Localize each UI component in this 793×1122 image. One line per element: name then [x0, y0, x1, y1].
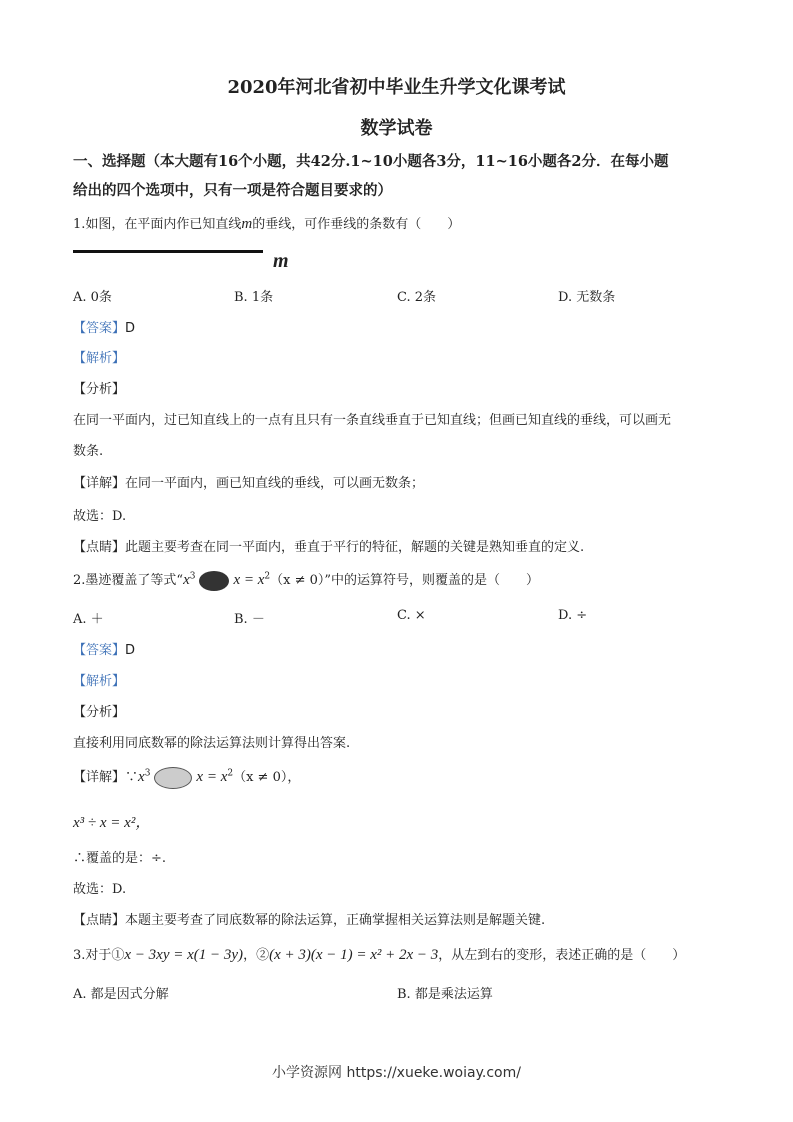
q2-jiexi: 【解析】	[73, 674, 126, 689]
q1-analysis-1: 在同一平面内，过已知直线上的一点有且只有一条直线垂直于已知直线；但画已知直线的垂线，可以画无	[73, 413, 672, 428]
q1-fenxi: 【分析】	[73, 382, 126, 397]
q2-answer	[73, 639, 135, 658]
q1-answer	[73, 317, 135, 336]
q1-stem-a: 1.如图，在平面内作已知直线	[73, 217, 242, 232]
q2-exp2: 2	[227, 768, 234, 779]
q2-fenxi: 【分析】	[73, 705, 126, 720]
q2-exp2: 2	[264, 571, 271, 582]
q2-x: x	[138, 769, 145, 785]
q1-option-b: B. 1条	[234, 290, 274, 305]
page-title: 2020年河北省初中毕业生升学文化课考试	[227, 77, 566, 98]
q2-cond: （x ≠ 0）	[270, 573, 325, 588]
answer-tag: 【答案】	[73, 643, 126, 658]
q3-expr1: x − 3xy = x(1 − 3y)	[124, 947, 244, 963]
answer-value: D	[125, 321, 136, 336]
q3-expr2: (x + 3)(x − 1) = x² + 2x − 3	[269, 947, 439, 963]
q3-stem-b: ，从左到右的变形，表述正确的是（ ）	[438, 948, 686, 963]
footer-watermark: 小学资源网 https://xueke.woiay.com/	[272, 1065, 521, 1081]
q1-analysis-2: 数条.	[73, 444, 104, 459]
q2-stem-a: 2.墨迹覆盖了等式“	[73, 573, 184, 588]
q1-stem	[73, 213, 460, 233]
line-m-figure	[73, 250, 263, 253]
q2-exp3: 3	[189, 571, 196, 582]
q2-mid: x = x	[233, 572, 265, 588]
q2-analysis: 直接利用同底数幂的除法运算法则计算得出答案.	[73, 736, 351, 751]
q2-detail-cond: （x ≠ 0），	[233, 770, 301, 785]
q1-jiexi: 【解析】	[73, 351, 126, 366]
q2-x: x	[183, 572, 190, 588]
q3-stem	[73, 944, 685, 964]
q2-stem-b: ”中的运算符号，则覆盖的是（ ）	[324, 573, 540, 588]
q2-exp3: 3	[144, 768, 151, 779]
q2-line2: x³ ÷ x = x²，	[73, 815, 151, 831]
q1-var: m	[241, 216, 253, 232]
oval-shape	[154, 767, 192, 789]
q2-choose: 故选：D.	[73, 882, 127, 897]
ink-blot-image	[199, 571, 229, 591]
q3-option-b: B. 都是乘法运算	[397, 987, 493, 1002]
answer-tag: 【答案】	[73, 321, 126, 336]
q3-option-a: A. 都是因式分解	[73, 987, 169, 1002]
q1-option-a: A. 0条	[73, 290, 112, 305]
q2-option-c: C. ×	[397, 608, 426, 623]
q3-stem-a: 3.对于①	[73, 948, 125, 963]
q1-comment: 【点睛】此题主要考查在同一平面内，垂直于平行的特征，解题的关键是熟知垂直的定义.	[73, 540, 585, 555]
line-m-label: m	[273, 250, 289, 272]
q2-line3: ∴覆盖的是：÷.	[73, 851, 167, 866]
q1-detail: 【详解】在同一平面内，画已知直线的垂线，可以画无数条；	[73, 476, 425, 491]
q1-option-d: D. 无数条	[558, 290, 616, 305]
q2-mid: x = x	[196, 769, 228, 785]
q2-option-b: B. －	[234, 612, 265, 627]
answer-value: D	[125, 643, 136, 658]
q1-option-c: C. 2条	[397, 290, 437, 305]
q2-stem	[73, 569, 539, 591]
q3-sep: ，②	[243, 948, 270, 963]
q2-option-d: D. ÷	[558, 608, 588, 623]
q2-option-a: A. ＋	[73, 612, 104, 627]
section-heading: 一、选择题（本大题有16个小题，共42分.1~10小题各3分，11~16小题各2分．在每小题	[73, 153, 669, 170]
page-subtitle: 数学试卷	[360, 118, 433, 139]
q2-comment: 【点睛】本题主要考查了同底数幂的除法运算，正确掌握相关运算法则是解题关键.	[73, 913, 546, 928]
section-heading-cont: 给出的四个选项中，只有一项是符合题目要求的）	[73, 182, 392, 199]
detail-tag: 【详解】∵	[73, 770, 139, 785]
q2-detail	[73, 766, 300, 789]
q1-stem-b: 的垂线，可作垂线的条数有（ ）	[252, 217, 461, 232]
q1-choose: 故选：D.	[73, 509, 127, 524]
